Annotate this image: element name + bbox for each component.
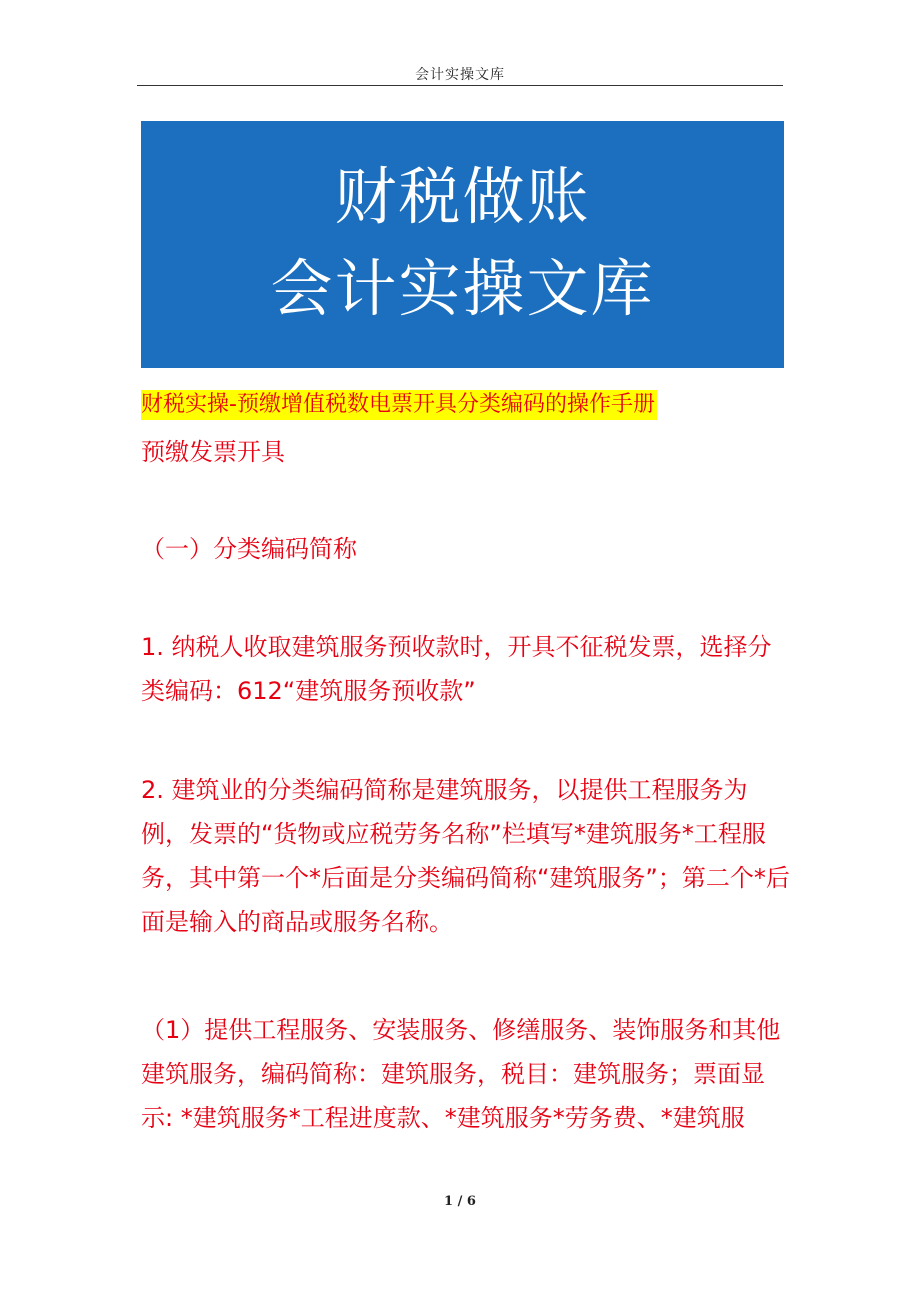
paragraph-3: （1）提供工程服务、安装服务、修缮服务、装饰服务和其他建筑服务，编码简称：建筑服务，税目：建筑服务；票面显示: *建筑服务*工程进度款、*建筑服务*劳务费、*建筑服 — [141, 1016, 781, 1132]
page-indicator: 1 / 6 — [444, 1194, 476, 1209]
header-divider — [137, 85, 783, 86]
section-heading: （一）分类编码简称 — [141, 535, 357, 563]
running-header: 会计实操文库 — [415, 67, 505, 83]
banner-title-line2: 会计实操文库 — [270, 252, 655, 325]
document-title: 财税实操-预缴增值税数电票开具分类编码的操作手册 — [141, 390, 657, 420]
paragraph-2: 2. 建筑业的分类编码简称是建筑服务，以提供工程服务为例，发票的“货物或应税劳务名称”栏填写*建筑服务*工程服务，其中第一个*后面是分类编码简称“建筑服务”；第二个*后面是输入的商品或服务名称。 — [141, 776, 790, 936]
banner-title-line1: 财税做账 — [334, 160, 591, 233]
document-subtitle: 预缴发票开具 — [141, 438, 285, 466]
cover-banner — [141, 121, 784, 368]
paragraph-1: 1. 纳税人收取建筑服务预收款时，开具不征税发票，选择分类编码：612“建筑服务预收款” — [141, 633, 772, 705]
